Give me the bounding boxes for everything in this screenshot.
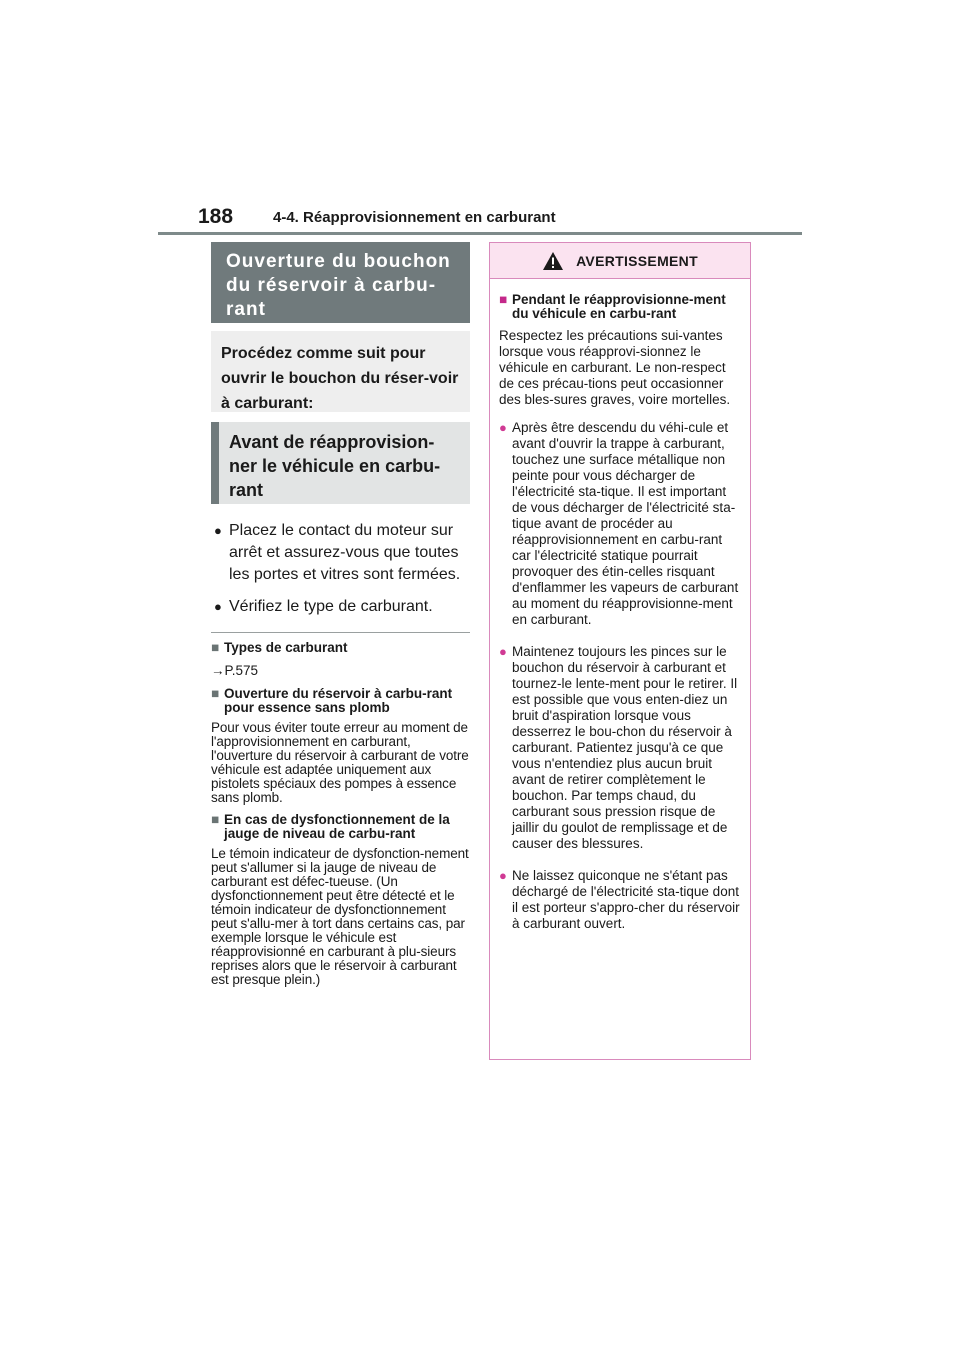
warning-title: AVERTISSEMENT — [576, 252, 698, 269]
square-marker-icon: ■ — [211, 686, 220, 701]
section-title: 4-4. Réapprovisionnement en carburant — [273, 209, 556, 226]
pink-dot-icon: ● — [499, 644, 507, 659]
black-dot-icon: ● — [214, 523, 222, 538]
bullet-text: Vérifiez le type de carburant. — [229, 598, 433, 615]
square-marker-icon: ■ — [211, 640, 220, 655]
square-marker-icon: ■ — [211, 812, 220, 827]
malfunction-paragraph: Le témoin indicateur de dysfonction-nement peut s'allumer si la jauge de niveau de carburant est défec-tueuse. (Un dysfonctionnement peut être détecté et le témoin indicateur de dysfonctionnement peut s'allu-mer à tort dans certains cas, par exemple lorsque le véhicule est réapprovisionné en carburant à plu-sieurs reprises alors que le réservoir à carburant est presque plein.) — [211, 846, 469, 987]
bullet-text: Placez le contact du moteur sur arrêt et assurez-vous que toutes les portes et vitres sont fermées. — [229, 522, 461, 583]
warning-header — [490, 243, 750, 279]
section-divider — [211, 632, 470, 633]
warning-item-text: Après être descendu du véhi-cule et avant d'ouvrir la trappe à carburant, touchez une surface métallique non peinte pour vous décharger de l'électricité sta-tique. Il est important de vous décharger de l'électricité sta-tique avant de procéder au réapprovisionnement en carbu-rant car l'électricité statique pourrait provoquer des étin-celles risquant d'enflammer les vapeurs de carburant au moment du réapprovisionne-ment en carburant. — [512, 420, 739, 627]
warning-subheading-text: Pendant le réapprovisionne-ment du véhicule en carbu-rant — [512, 292, 726, 321]
pink-dot-icon: ● — [499, 868, 507, 883]
types-heading — [211, 641, 470, 655]
malfunction-heading — [211, 813, 470, 841]
pink-dot-icon: ● — [499, 420, 507, 435]
left-column — [211, 242, 470, 987]
list-item — [499, 868, 742, 932]
warning-subheading — [499, 293, 742, 321]
bullet-list — [211, 520, 470, 618]
warning-item-text: Maintenez toujours les pinces sur le bouchon du réservoir à carburant et tournez-le lente-ment pour le retirer. Il est possible que vous enten-diez un bruit d'aspiration lorsque vous desserrez le bou-chon du réservoir à carburant. Patientez jusqu'à ce que vous n'entendiez plus aucun bruit avant de retirer complètement le bouchon. Par temps chaud, du carburant sous pression risque de jaillir du goulot de remplissage et de causer des blessures. — [512, 644, 738, 851]
list-item — [499, 420, 742, 628]
warning-intro: Respectez les précautions sui-vantes lorsque vous réapprovi-sionnez le véhicule en carburant. Le non-respect de ces précau-tions peut occasionner des bles-sures graves, voire mortelles. — [499, 328, 731, 407]
page-header — [198, 205, 802, 235]
warning-body — [490, 279, 750, 932]
malfunction-heading-text: En cas de dysfonctionnement de la jauge de niveau de carbu-rant — [224, 812, 450, 841]
header-divider — [158, 232, 802, 235]
main-topic-banner: Ouverture du bouchon du réservoir à carbu-rant — [211, 242, 470, 323]
warning-box — [489, 242, 751, 1060]
warning-triangle-icon — [542, 251, 564, 271]
instruction-box: Procédez comme suit pour ouvrir le bouchon du réser-voir à carburant: — [211, 331, 470, 412]
black-dot-icon: ● — [214, 599, 222, 614]
page-reference: →P.575 — [211, 663, 259, 678]
page-number: 188 — [198, 205, 234, 228]
opening-heading-text: Ouverture du réservoir à carbu-rant pour essence sans plomb — [224, 686, 453, 715]
square-marker-icon: ■ — [499, 292, 508, 307]
list-item — [211, 520, 470, 586]
opening-heading — [211, 687, 470, 715]
opening-paragraph: Pour vous éviter toute erreur au moment de l'approvisionnement en carburant, l'ouverture du réservoir à carburant de votre véhicule est adaptée uniquement aux pistolets spéciaux des pompes à essence sans plomb. — [211, 720, 469, 805]
types-heading-text: Types de carburant — [224, 640, 348, 655]
subsection-banner: Avant de réapprovision-ner le véhicule en carbu-rant — [211, 422, 470, 504]
warning-item-text: Ne laissez quiconque ne s'étant pas déchargé de l'électricité sta-tique dont il est porteur s'appro-cher du réservoir à carburant ouvert. — [512, 868, 740, 931]
list-item — [211, 596, 470, 618]
warning-column — [489, 242, 751, 1060]
list-item — [499, 644, 742, 852]
